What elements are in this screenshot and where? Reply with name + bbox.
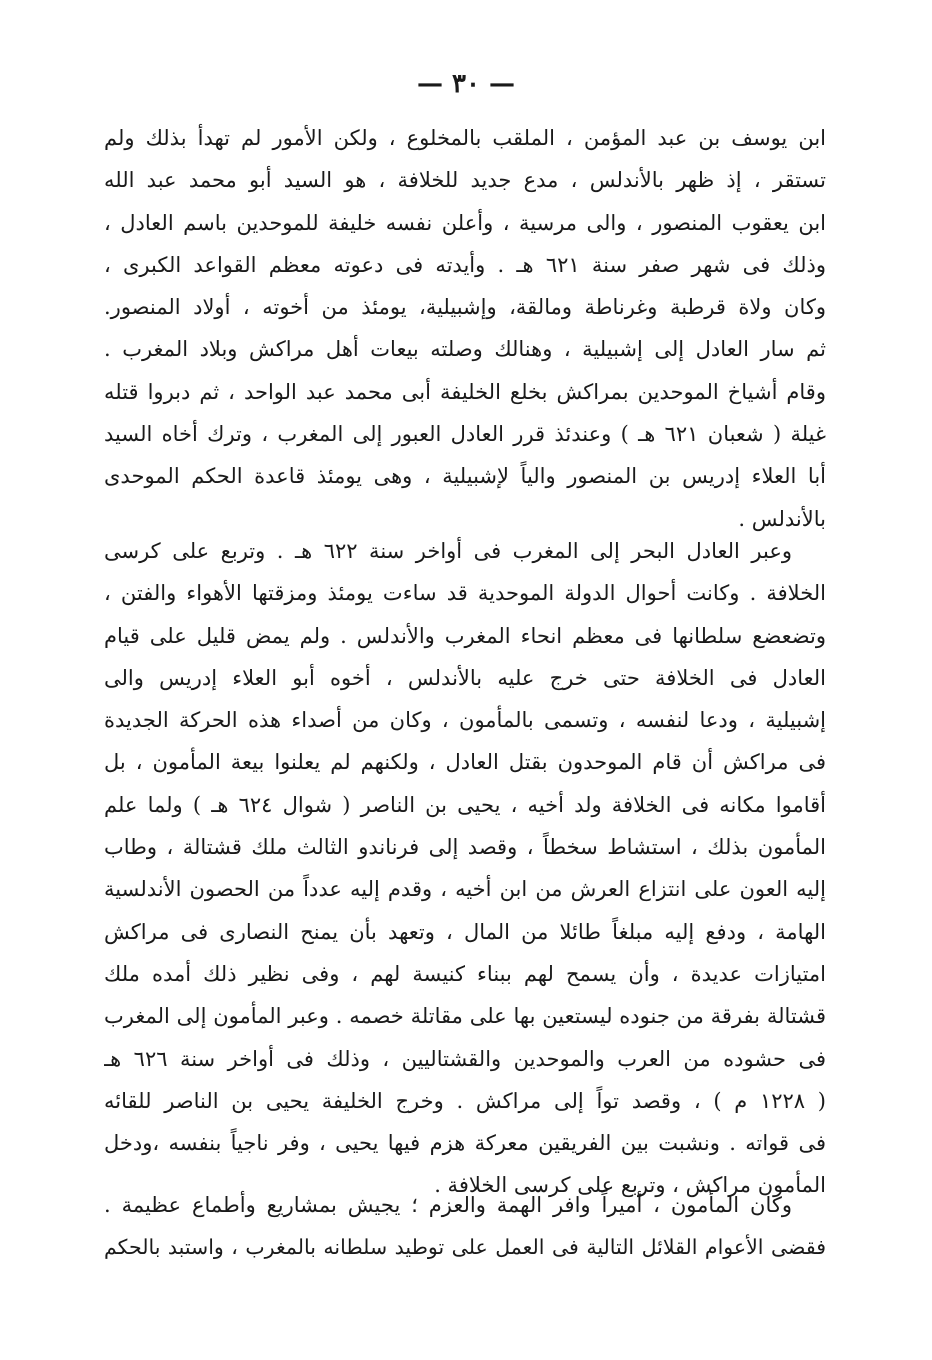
paragraph-1 [104,117,826,540]
text-line: تستقر ، إذ ظهر بالأندلس ، مدع جديد للخلافة ، هو السيد أبو محمد عبد الله [104,168,826,193]
text-line: وقام أشياخ الموحدين بمراكش بخلع الخليفة أبى محمد عبد الواحد ، ثم دبروا قتله [104,379,826,404]
text-line: وتضعضع سلطانها فى معظم انحاء المغرب والأندلس . ولم يمض قليل على قيام [104,623,826,648]
text-line: فى حشوده من العرب والموحدين والقشتاليين ، وذلك فى أواخر سنة ٦٢٦ هـ [104,1046,826,1071]
text-line: الخلافة . وكانت أحوال الدولة الموحدية قد ساءت يومئذ ومزقتها الأهواء والفتن ، [104,581,826,606]
text-line: أبا العلاء إدريس بن المنصور والياً لإشبيلية ، وهى يومئذ قاعدة الحكم الموحدى [104,464,826,489]
text-line: وكان المأمون ، أميراً وافر الهمة والعزم ؛ يجيش بمشاريع وأطماع عظيمة . [104,1193,792,1217]
text-line: وذلك فى شهر صفر سنة ٦٢١ هـ . وأيدته فى دعوته معظم القواعد الكبرى ، [104,252,826,277]
text-line: المأمون بذلك ، استشاط سخطاً ، وقصد إلى فرناندو الثالث ملك قشتالة ، وطاب [104,835,826,860]
text-line: فقضى الأعوام القلائل التالية فى العمل على توطيد سلطانه بالمغرب ، واستبد بالحكم [104,1235,826,1260]
text-line: فى مراكش أن قام الموحدون بقتل العادل ، ولكنهم لم يعلنوا بيعة المأمون ، بل [104,750,826,775]
text-line: ثم سار العادل إلى إشبيلية ، وهنالك وصلته بيعات أهل مراكش وبلاد المغرب . [104,337,826,362]
paragraph-2 [104,530,826,1207]
text-line: وكان ولاة قرطبة وغرناطة ومالقة، وإشبيلية، يومئذ من أخوته ، أولاد المنصور. [104,295,826,320]
text-line: المأمون مراكش ، وتربع على كرسى الخلافة . [434,1173,826,1198]
text-line: ابن يوسف بن عبد المؤمن ، الملقب بالمخلوع ، ولكن الأمور لم تهدأ بذلك ولم [104,126,826,150]
text-line: الهامة ، ودفع إليه مبلغاً طائلا من المال ، وتعهد بأن يمنح النصارى فى مراكش [104,919,826,944]
text-line: ابن يعقوب المنصور ، والى مرسية ، وأعلن نفسه خليفة للموحدين باسم العادل ، [104,210,826,235]
text-line: إليه العون على انتزاع العرش من ابن أخيه ، وقدم إليه عدداً من الحصون الأندلسية [104,877,826,902]
text-line: بالأندلس . [738,506,826,531]
paragraph-3 [104,1184,826,1269]
text-line: إشبيلية ، ودعا لنفسه ، وتسمى بالمأمون ، وكان من أصداء هذه الحركة الجديدة [104,708,826,733]
text-line: أقاموا مكانه فى الخلافة ولد أخيه ، يحيى بن الناصر ( شوال ٦٢٤ هـ ) ولما علم [104,792,826,817]
text-line: قشتالة بفرقة من جنوده ليستعين بها على مقاتلة خصمه . وعبر المأمون إلى المغرب [104,1004,826,1029]
text-line: وعبر العادل البحر إلى المغرب فى أواخر سنة ٦٢٢ هـ . وتربع على كرسى [104,539,792,563]
text-line: امتيازات عديدة ، وأن يسمح لهم ببناء كنيسة لهم ، وفى نظير ذلك أمده ملك [104,961,826,986]
page-number: — ٣٠ — [416,69,516,99]
text-line: غيلة ( شعبان ٦٢١ هـ ) وعندئذ قرر العادل العبور إلى المغرب ، وترك أخاه السيد [104,422,826,447]
text-line: فى قواته . ونشبت بين الفريقين معركة هزم فيها يحيى ، وفر ناجياً بنفسه ،ودخل [104,1131,826,1156]
text-line: العادل فى الخلافة حتى خرج عليه بالأندلس ، أخوه أبو العلاء إدريس والى [104,665,826,690]
text-line: ( ١٢٢٨ م ) ، وقصد تواً إلى مراكش . وخرج الخليفة يحيى بن الناصر للقائه [104,1088,826,1113]
